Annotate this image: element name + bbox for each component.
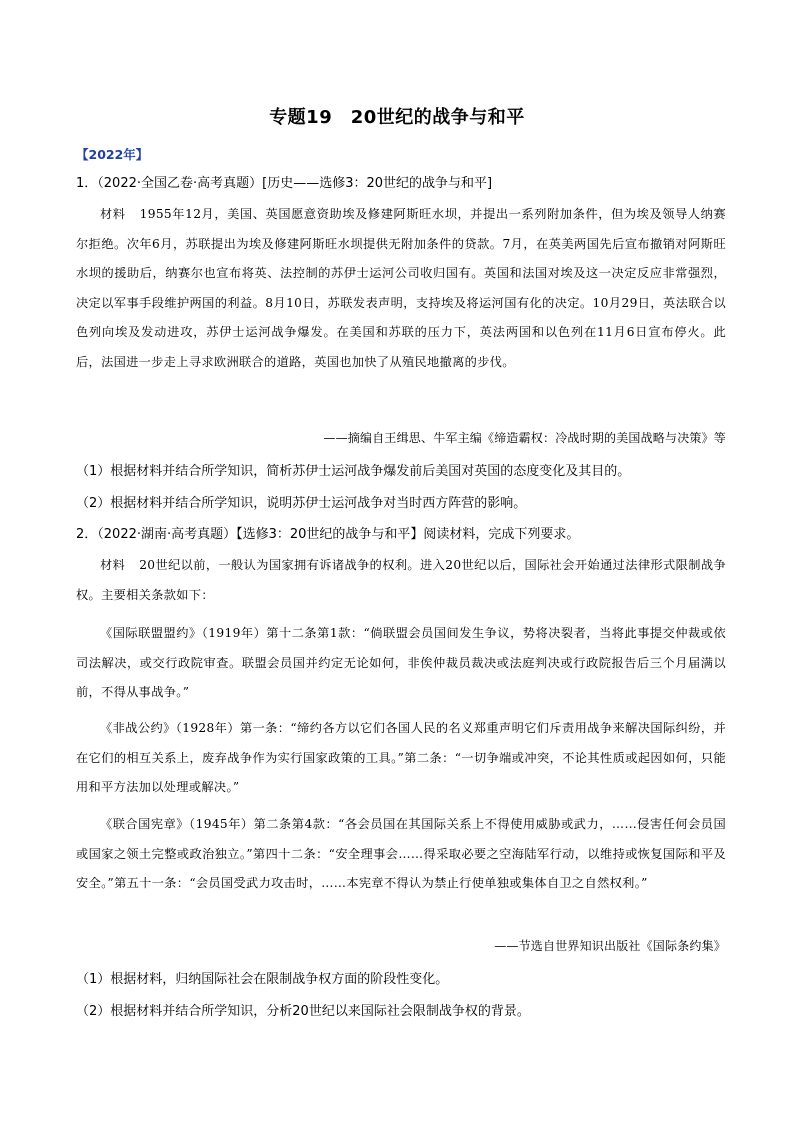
question-1-heading: 1．（2022·全国乙卷·高考真题）[历史——选修3：20世纪的战争与和平] xyxy=(76,176,493,191)
question-2-treaty-paragraph: 《非战公约》（1928年）第一条：“缔约各方以它们各国人民的名义郑重声明它们斥责用战争来解决国际纠纷，并在它们的相互关系上，废弃战争作为实行国家政策的工具。”第二条：“一切争端或冲突，不论其性质或起因如何，只能用和平方法加以处理或解决。” xyxy=(76,721,726,795)
page-title: 专题19 20世纪的战争与和平 xyxy=(269,107,525,128)
material-label: 材料 xyxy=(100,558,126,572)
question-2-source: ——节选自世界知识出版社《国际条约集》 xyxy=(494,939,726,953)
material-intro-text: 20世纪以前，一般认为国家拥有诉诸战争的权利。进入20世纪以后，国际社会开始通过法律形式限制战争权。主要相关条款如下： xyxy=(76,558,726,602)
question-2-heading: 2．（2022·湖南·高考真题）【选修3：20世纪的战争与和平】阅读材料，完成下列要求。 xyxy=(76,527,580,542)
year-section-tag: 【2022年】 xyxy=(76,147,149,162)
question-2-sub-2: （2）根据材料并结合所学知识，分析20世纪以来国际社会限制战争权的背景。 xyxy=(76,1004,530,1019)
question-2-treaty-paragraph: 《国际联盟盟约》（1919年）第十二条第1款：“倘联盟会员国间发生争议，势将决裂者，当将此事提交仲裁或依司法解决，或交行政院审查。联盟会员国并约定无论如何，非俟仲裁员裁决或法庭判决或行政院报告后三个月届满以前，不得从事战争。” xyxy=(76,626,726,700)
material-label: 材料 xyxy=(100,207,126,221)
question-2-sub-1: （1）根据材料，归纳国际社会在限制战争权方面的阶段性变化。 xyxy=(76,972,449,987)
question-1-material xyxy=(76,200,726,378)
question-2-treaty-paragraph: 《联合国宪章》（1945年）第二条第4款：“各会员国在其国际关系上不得使用威胁或武力，……侵害任何会员国或国家之领土完整或政治独立。”第四十二条：“安全理事会……得采取必要之空海陆军行动，以维持或恢复国际和平及安全。”第五十一条：“会员国受武力攻击时，……本宪章不得认为禁止行使单独或集体自卫之自然权利。” xyxy=(76,817,726,891)
question-1-sub-2: （2）根据材料并结合所学知识，说明苏伊士运河战争对当时西方阵营的影响。 xyxy=(76,496,527,511)
material-text: 1955年12月，美国、英国愿意资助埃及修建阿斯旺水坝，并提出一系列附加条件，但为埃及领导人纳赛尔拒绝。次年6月，苏联提出为埃及修建阿斯旺水坝提供无附加条件的贷款。7月，在英美两国先后宣布撤销对阿斯旺水坝的援助后，纳赛尔也宣布将英、法控制的苏伊士运河公司收归国有。英国和法国对埃及这一决定反应非常强烈，决定以军事手段维护两国的利益。8月10日，苏联发表声明，支持埃及将运河国有化的决定。10月29日，英法联合以色列向埃及发动进攻，苏伊士运河战争爆发。在美国和苏联的压力下，英法两国和以色列在11月6日宣布停火。此后，法国进一步走上寻求欧洲联合的道路，英国也加快了从殖民地撤离的步伐。 xyxy=(76,207,727,369)
question-2-material-intro xyxy=(76,551,726,610)
question-1-source: ——摘编自王缉思、牛军主编《缔造霸权：冷战时期的美国战略与决策》等 xyxy=(323,431,726,445)
question-1-sub-1: （1）根据材料并结合所学知识，简析苏伊士运河战争爆发前后美国对英国的态度变化及其目的。 xyxy=(76,464,631,479)
